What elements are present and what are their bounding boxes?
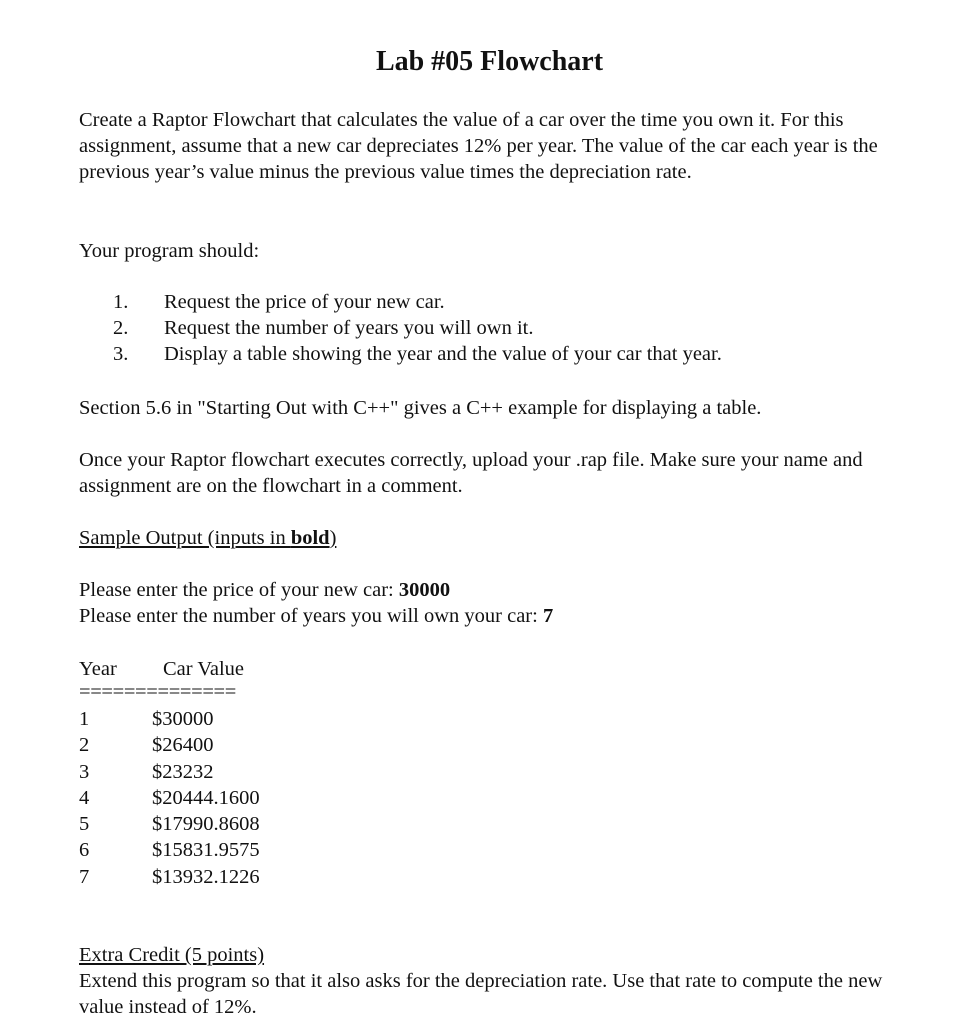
header-year: Year [79, 658, 117, 680]
program-requirements-label: Your program should: [79, 240, 260, 262]
list-item-number: 2. [113, 317, 129, 339]
row-year: 7 [79, 865, 90, 888]
list-item-number: 1. [113, 291, 129, 313]
sample-prompts [79, 577, 899, 629]
row-value: $23232 [152, 760, 214, 783]
sample-output-heading [79, 525, 899, 551]
row-year: 5 [79, 813, 90, 836]
row-value: $15831.9575 [152, 839, 260, 862]
row-year: 3 [79, 760, 90, 783]
list-item-number: 3. [113, 343, 129, 365]
list-item-text: Request the number of years you will own it. [164, 317, 534, 339]
output-table-body [79, 706, 260, 890]
row-value: $17990.8608 [152, 813, 260, 836]
page-title: Lab #05 Flowchart [375, 46, 604, 77]
sample-heading-suffix: ) [329, 527, 337, 549]
prompt-input: 30000 [398, 579, 451, 601]
row-year: 6 [79, 839, 90, 862]
extra-credit-text: Extend this program so that it also asks for the depreciation rate. Use that rate to compute the new value instead of 12%. [79, 970, 883, 1018]
sample-heading-prefix: Sample Output (inputs in [79, 527, 291, 549]
table-separator: ============== [79, 681, 236, 703]
sample-heading-bold: bold [290, 527, 330, 549]
header-car-value: Car Value [163, 658, 245, 680]
table-row [79, 706, 260, 732]
prompt-input: 7 [542, 605, 554, 627]
row-year: 2 [79, 734, 90, 757]
row-value: $26400 [152, 734, 214, 757]
extra-credit-heading: Extra Credit (5 points) [79, 944, 265, 966]
list-item-text: Display a table showing the year and the value of your car that year. [164, 343, 722, 365]
intro-paragraph: Create a Raptor Flowchart that calculates the value of a car over the time you own it. For this assignment, assume that a new car depreciates 12% per year. The value of the car each year is the previous year’s value minus the previous value times the depreciation rate. [79, 109, 878, 183]
row-year: 4 [79, 786, 90, 809]
list-item [113, 341, 722, 367]
table-row [79, 732, 260, 758]
prompt-line [79, 603, 899, 629]
requirements-list [113, 289, 722, 367]
upload-instructions: Once your Raptor flowchart executes correctly, upload your .rap file. Make sure your name and assignment are on the flowchart in a comment. [79, 449, 863, 497]
row-value: $30000 [152, 708, 214, 730]
table-row [79, 759, 260, 785]
section-reference: Section 5.6 in "Starting Out with C++" gives a C++ example for displaying a table. [79, 397, 762, 419]
table-row [79, 785, 260, 811]
row-value: $20444.1600 [152, 786, 260, 809]
table-row [79, 811, 260, 837]
prompt-text: Please enter the number of years you will own your car: [79, 605, 543, 627]
row-year: 1 [79, 708, 90, 730]
prompt-text: Please enter the price of your new car: [79, 579, 399, 601]
table-row [79, 837, 260, 863]
list-item-text: Request the price of your new car. [164, 291, 445, 313]
row-value: $13932.1226 [152, 865, 260, 888]
list-item [113, 289, 722, 315]
table-row [79, 864, 260, 890]
prompt-line [79, 577, 899, 603]
list-item [113, 315, 722, 341]
